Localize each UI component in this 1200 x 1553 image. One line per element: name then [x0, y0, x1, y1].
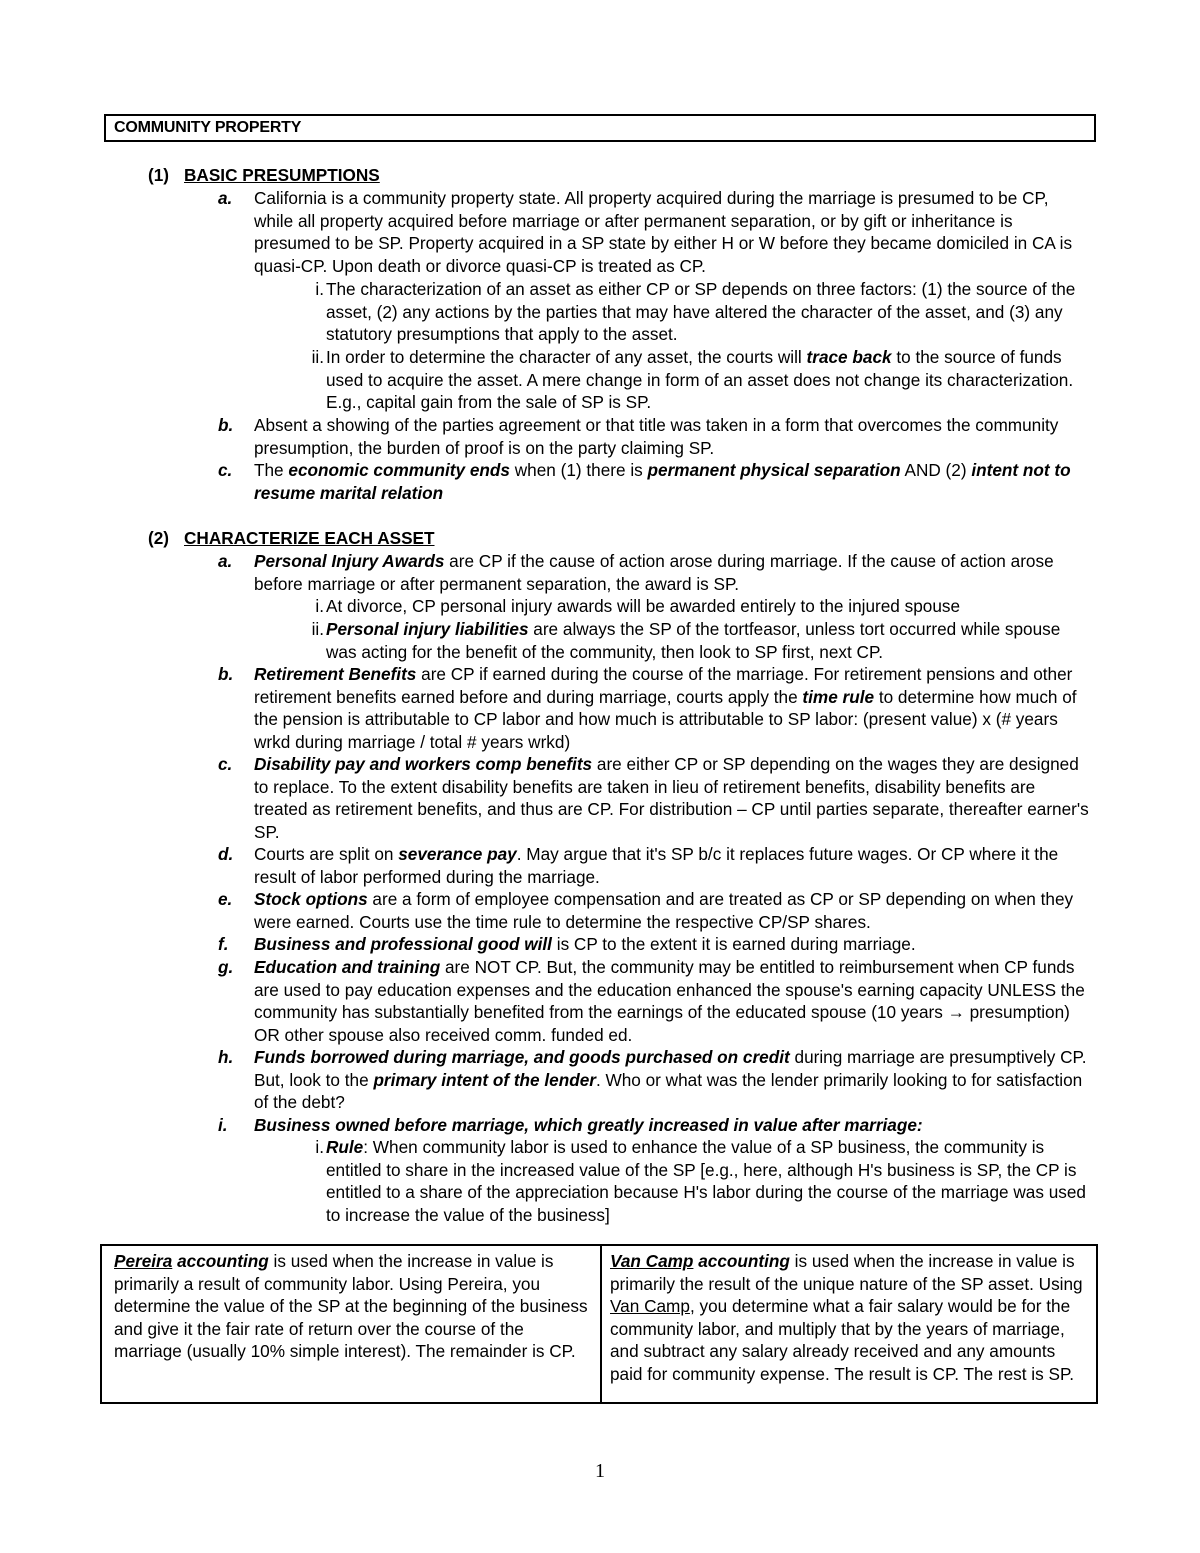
- emphasis: Retirement Benefits: [254, 664, 417, 684]
- text-run: Courts are split on: [254, 844, 399, 864]
- emphasis-rule: Rule: [326, 1137, 364, 1157]
- text-run: . May argue that it's SP b/c it replaces future wages. Or CP where it the result of labor performed during the marriage.: [254, 844, 1059, 887]
- section-heading-basic-presumptions: [148, 164, 380, 187]
- emphasis: accounting: [172, 1251, 269, 1271]
- list-item-1c: [218, 459, 1090, 504]
- roman-numeral: i.: [315, 279, 324, 299]
- list-item-2h: [218, 1046, 1090, 1114]
- emphasis: accounting: [693, 1251, 790, 1271]
- text-run: is CP to the extent it is earned during marriage.: [551, 934, 916, 954]
- roman-numeral: ii.: [311, 347, 324, 367]
- item-letter: f.: [218, 934, 229, 954]
- roman-numeral: i.: [315, 1137, 324, 1157]
- text-run: are CP if the cause of action arose during marriage. If the cause of action arose before marriage or after permanent separation, the award is SP.: [254, 551, 1054, 594]
- item-text: California is a community property state. All property acquired during the marriage is presumed to be CP, while all property acquired before marriage or after permanent separation, or by gift or inheritance is presumed to be SP. Property acquired in a SP state by either H or W before they became domiciled in CA is quasi-CP. Upon death or divorce quasi-CP is treated as CP.: [254, 188, 1073, 276]
- item-letter: a.: [218, 188, 233, 208]
- text-run: are a form of employee compensation and are treated as CP or SP depending on when they were earned. Courts use the time rule to determine the respective CP/SP shares.: [254, 889, 1074, 932]
- item-letter: d.: [218, 844, 234, 864]
- list-item-2a: [218, 550, 1090, 595]
- sub-item-2a-i: [290, 595, 1090, 618]
- item-text: [254, 753, 1090, 843]
- title-box: [104, 114, 1096, 142]
- emphasis: permanent physical separation: [647, 460, 901, 480]
- text-run: to determine how much of the pension is attributable to CP labor and how much is attributable to SP labor: (present value) x (# years wrkd during marriage / total # years wrkd): [254, 686, 1077, 752]
- item-letter: b.: [218, 415, 234, 435]
- text-run: to the source of funds used to acquire the asset. A mere change in form of an asset does not change its characterization. E.g., capital gain from the sale of SP is SP.: [326, 347, 1074, 413]
- list-item-2e: [218, 888, 1090, 933]
- item-text: [254, 663, 1090, 753]
- text-run: are always the SP of the tortfeasor, unless tort occurred while spouse was acting for the benefit of the community, then look to SP first, next CP.: [326, 619, 1061, 662]
- list-item-2c: [218, 753, 1090, 843]
- sub-item-text: [326, 1136, 1090, 1226]
- list-item-2b: [218, 663, 1090, 753]
- sub-item-text: The characterization of an asset as either CP or SP depends on three factors: (1) the source of the asset, (2) any actions by the parties that may have altered the character of the asset, and (3) any statutory presumptions that apply to the asset.: [326, 279, 1076, 345]
- text-run: The: [254, 460, 289, 480]
- text-run: , you determine what a fair salary would be for the community labor, and multiply that by the years of marriage, and subtract any salary already received and any amounts paid for community expense. The result is CP. The rest is SP.: [610, 1296, 1074, 1384]
- emphasis-trace-back: trace back: [806, 347, 892, 367]
- emphasis: Personal Injury Awards: [254, 551, 445, 571]
- list-item-2g: [218, 956, 1090, 1046]
- sub-item-1a-ii: [290, 346, 1090, 414]
- sub-item-text: [326, 346, 1090, 414]
- emphasis: Funds borrowed during marriage, and goods purchased on credit: [254, 1047, 790, 1067]
- item-text: Absent a showing of the parties agreement or that title was taken in a form that overcomes the community presumption, the burden of proof is on the party claiming SP.: [254, 415, 1059, 458]
- section-title: CHARACTERIZE EACH ASSET: [184, 528, 435, 548]
- emphasis: severance pay: [398, 844, 517, 864]
- table-divider: [600, 1246, 602, 1402]
- case-name-van-camp: Van Camp: [610, 1251, 694, 1271]
- text-run: AND (2): [900, 460, 972, 480]
- section-title: BASIC PRESUMPTIONS: [184, 165, 380, 185]
- emphasis: Business owned before marriage, which greatly increased in value after marriage:: [254, 1115, 923, 1135]
- text-run: during marriage are presumptively CP. But, look to the: [254, 1047, 1087, 1090]
- text-run: . Who or what was the lender primarily looking to for satisfaction of the debt?: [254, 1069, 1083, 1113]
- item-text: [254, 888, 1090, 933]
- text-run: when (1) there is: [509, 460, 648, 480]
- text-run: are NOT CP. But, the community may be entitled to reimbursement when CP funds are used to pay education expenses and the education enhanced the spouse's earning capacity UNLESS the community has substantially benefited from the earnings of the educated spouse (10 years → presumption) OR other spouse also received comm. funded ed.: [254, 957, 1085, 1045]
- sub-item-2a-ii: [290, 618, 1090, 663]
- sub-item-1a-i: [290, 278, 1090, 346]
- item-text: [254, 459, 1090, 504]
- item-letter: h.: [218, 1047, 234, 1067]
- text-run: is used when the increase in value is primarily a result of community labor. Using Pereira, you determine the value of the SP at the beginning of the business and give it the fair rate of return over the course of the marriage (usually 10% simple interest). The remainder is CP.: [114, 1251, 588, 1362]
- emphasis: Business and professional good will: [254, 934, 552, 954]
- page-number: 1: [595, 1460, 605, 1482]
- text-run: is used when the increase in value is primarily the result of the unique nature of the SP asset. Using: [610, 1251, 1083, 1294]
- item-letter: a.: [218, 551, 233, 571]
- section-number: (1): [148, 165, 170, 185]
- section-number: (2): [148, 528, 170, 548]
- roman-numeral: i.: [315, 596, 324, 616]
- item-letter: g.: [218, 957, 234, 977]
- emphasis: Personal injury liabilities: [326, 619, 529, 639]
- text-run: are CP if earned during the course of the marriage. For retirement pensions and other retirement benefits earned before and during marriage, courts apply the: [254, 664, 1073, 707]
- list-item-2f: [218, 933, 1090, 956]
- emphasis: Education and training: [254, 957, 441, 977]
- item-text: [254, 933, 1090, 956]
- item-text: [254, 956, 1090, 1046]
- item-letter: b.: [218, 664, 234, 684]
- case-name-pereira: Pereira: [114, 1251, 173, 1271]
- van-camp-cell: [610, 1250, 1088, 1386]
- text-run: In order to determine the character of any asset, the courts will: [326, 347, 807, 367]
- sub-item-text: [326, 618, 1090, 663]
- text-run: are either CP or SP depending on the wages they are designed to replace. To the extent disability benefits are taken in lieu of retirement benefits, disability benefits are treated as retirement benefits, and thus are CP. For distribution – CP until parties separate, thereafter earner's SP.: [254, 754, 1089, 842]
- document-title: COMMUNITY PROPERTY: [114, 119, 302, 136]
- list-item-2i: [218, 1114, 1090, 1137]
- emphasis: time rule: [802, 686, 875, 707]
- list-item-1a: [218, 187, 1090, 277]
- emphasis: Stock options: [254, 889, 368, 909]
- case-name-van-camp-inline: Van Camp: [610, 1296, 690, 1317]
- item-text: [254, 843, 1090, 888]
- emphasis: primary intent of the lender: [373, 1069, 596, 1090]
- item-text: [254, 550, 1090, 595]
- roman-numeral: ii.: [311, 619, 324, 639]
- list-item-2d: [218, 843, 1090, 888]
- pereira-cell: [114, 1250, 592, 1363]
- item-text: [254, 1114, 1090, 1137]
- sub-item-2i-i: [290, 1136, 1090, 1226]
- emphasis: Disability pay and workers comp benefits: [254, 754, 593, 774]
- emphasis: intent not to resume marital relation: [254, 460, 1071, 503]
- text-run: : When community labor is used to enhance the value of a SP business, the community is entitled to share in the increased value of the SP [e.g., here, although H's business is SP, the CP is entitled to a share of the appreciation because H's labor during the course of the marriage was used to increase the value of the business]: [326, 1137, 1086, 1225]
- accounting-methods-table: [100, 1244, 1098, 1404]
- item-letter: c.: [218, 754, 233, 774]
- section-heading-characterize-each-asset: [148, 527, 435, 550]
- item-letter: i.: [218, 1115, 228, 1135]
- item-text: [254, 1046, 1090, 1114]
- sub-item-text: At divorce, CP personal injury awards will be awarded entirely to the injured spouse: [326, 596, 961, 616]
- item-letter: e.: [218, 889, 233, 909]
- item-letter: c.: [218, 460, 233, 480]
- list-item-1b: [218, 414, 1090, 459]
- emphasis: economic community ends: [288, 460, 510, 480]
